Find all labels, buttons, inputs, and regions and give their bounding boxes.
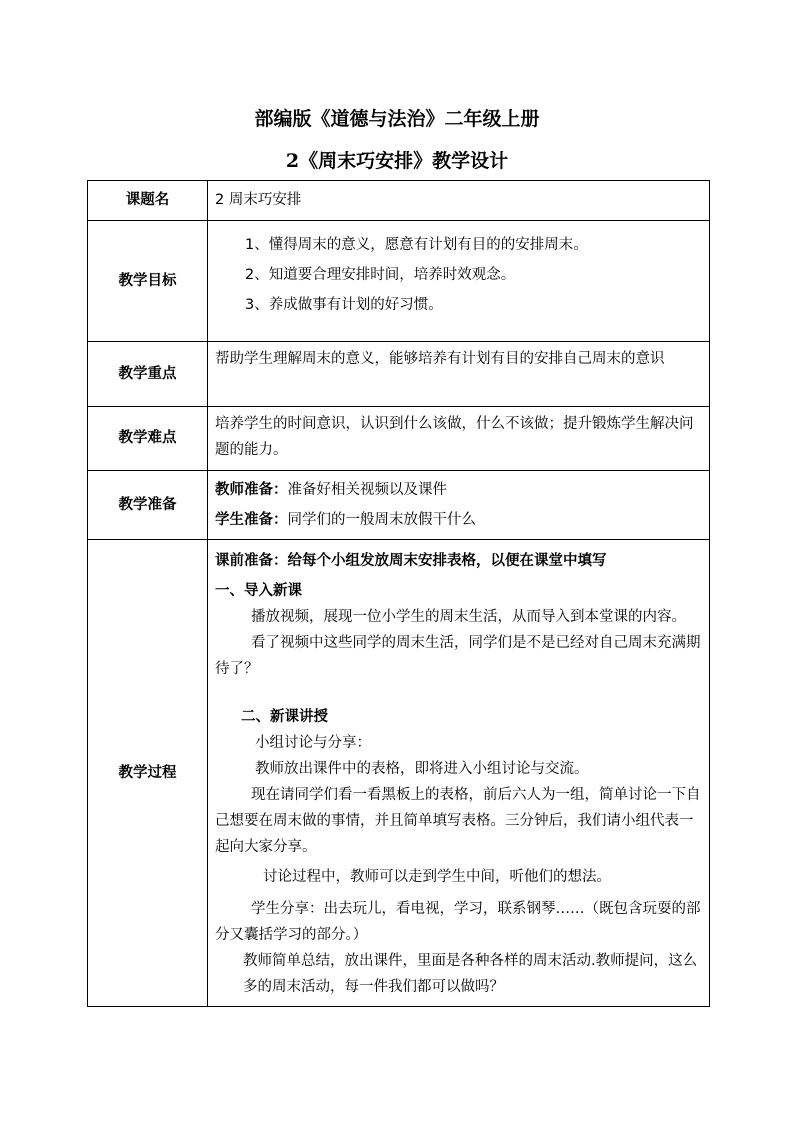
difficulties-label: 教学难点 [88, 407, 208, 471]
row-preparation [88, 471, 710, 540]
student-prep-label: 学生准备： [215, 512, 288, 528]
goal-item: 2、知道要合理安排时间，培养时效观念。 [245, 267, 516, 283]
process-paragraph: 小组讨论与分享： [255, 735, 371, 751]
teacher-prep-label: 教师准备： [215, 482, 288, 498]
student-prep [215, 505, 703, 535]
section-new-lesson-heading: 二、新课讲授 [241, 709, 328, 725]
difficulties-text: 培养学生的时间意识，认识到什么该做，什么不该做；提升锻炼学生解决问题的能力。 [208, 407, 710, 471]
topic-label: 课题名 [88, 181, 208, 221]
process-paragraph: 看了视频中这些同学的周末生活，同学们是不是已经对自己周末充满期待了？ [215, 635, 701, 677]
student-prep-text: 同学们的一般周末放假干什么 [287, 512, 476, 528]
preparation-label: 教学准备 [88, 471, 208, 540]
process-content [208, 540, 710, 1007]
process-paragraph: 教师简单总结，放出课件，里面是各种各样的周末活动.教师提问，这么多的周末活动，每一件我们都可以做吗？ [243, 953, 698, 995]
goal-item: 1、懂得周末的意义，愿意有计划有目的的安排周末。 [245, 237, 588, 253]
pre-class-note: 课前准备：给每个小组发放周末安排表格，以便在课堂中填写 [215, 553, 607, 569]
row-difficulties [88, 407, 710, 471]
goal-item: 3、养成做事有计划的好习惯。 [245, 297, 443, 313]
goals-content [208, 221, 710, 342]
process-paragraph: 学生分享：出去玩儿，看电视，学习，联系钢琴……（既包含玩耍的部分又囊括学习的部分。） [215, 901, 701, 943]
document-subtitle: 2《周末巧安排》教学设计 [285, 150, 509, 172]
process-label: 教学过程 [88, 540, 208, 1007]
teacher-prep-text: 准备好相关视频以及课件 [287, 482, 447, 498]
row-key-points [88, 342, 710, 407]
process-paragraph: 播放视频，展现一位小学生的周末生活，从而导入到本堂课的内容。 [251, 609, 686, 625]
key-points-label: 教学重点 [88, 342, 208, 407]
row-process [88, 540, 710, 1007]
document-title: 部编版《道德与法治》二年级上册 [254, 108, 540, 130]
section-intro-heading: 一、导入新课 [215, 583, 302, 599]
topic-value: 2 周末巧安排 [208, 181, 710, 221]
row-goals [88, 221, 710, 342]
goals-label: 教学目标 [88, 221, 208, 342]
lesson-plan-table [87, 180, 710, 1007]
process-paragraph: 讨论过程中，教师可以走到学生中间，听他们的想法。 [263, 869, 611, 885]
row-topic [88, 181, 710, 221]
teacher-prep [215, 475, 703, 505]
preparation-content [208, 471, 710, 540]
process-paragraph: 现在请同学们看一看黑板上的表格，前后六人为一组，简单讨论一下自己想要在周末做的事情，并且简单填写表格。三分钟后，我们请小组代表一起向大家分享。 [215, 787, 701, 855]
key-points-text: 帮助学生理解周末的意义，能够培养有计划有目的安排自己周末的意识 [208, 342, 710, 407]
process-paragraph: 教师放出课件中的表格，即将进入小组讨论与交流。 [255, 761, 589, 777]
